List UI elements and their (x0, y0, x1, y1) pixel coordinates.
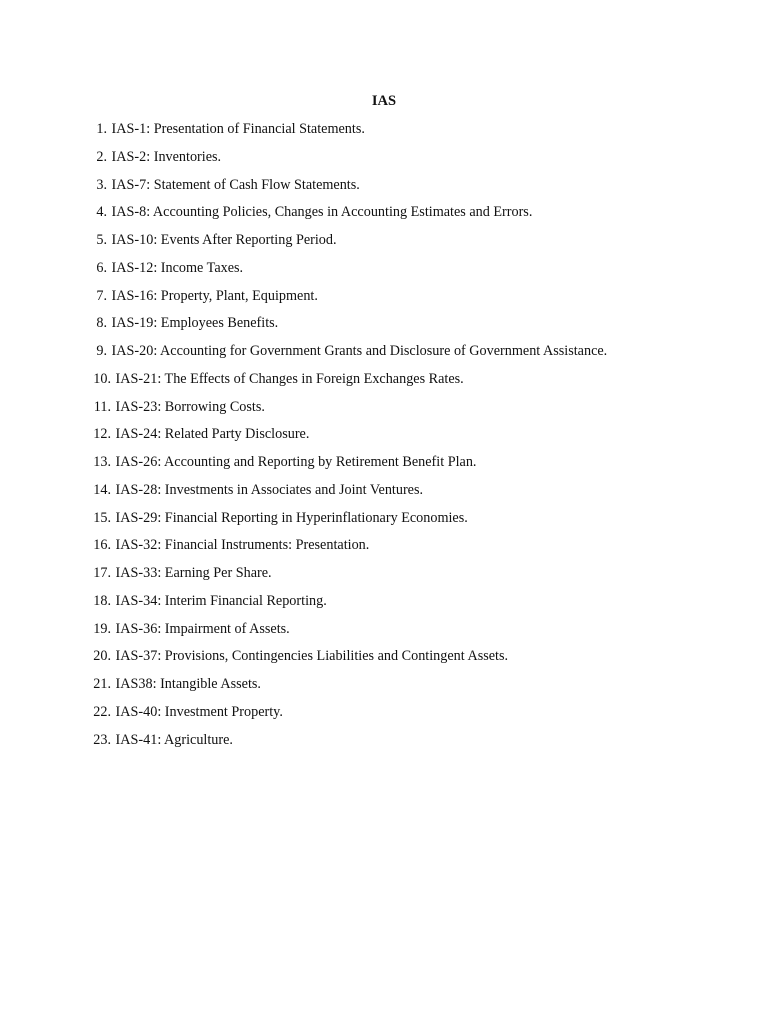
list-item-text: IAS-34: Interim Financial Reporting. (115, 592, 327, 609)
list-item-text: IAS-28: Investments in Associates and Joint Ventures. (115, 481, 424, 498)
list-item-text: IAS-7: Statement of Cash Flow Statements. (111, 176, 360, 193)
list-item-text: IAS-23: Borrowing Costs. (115, 398, 265, 415)
list-item-text: IAS-8: Accounting Policies, Changes in Accounting Estimates and Errors. (111, 204, 533, 221)
list-item (86, 285, 607, 313)
list-item-number: 15. (93, 509, 111, 526)
list-item (86, 645, 607, 673)
list-item-text: IAS-41: Agriculture. (115, 731, 233, 748)
list-item-text: IAS-36: Impairment of Assets. (115, 620, 290, 637)
list-item-number: 4. (96, 204, 107, 221)
list-item (86, 562, 607, 590)
list-item (86, 368, 607, 396)
list-item-number: 9. (96, 343, 107, 359)
list-item-number: 12. (93, 426, 111, 443)
list-item (86, 534, 607, 562)
list-item (86, 229, 607, 257)
list-item-number: 23. (93, 731, 111, 748)
list-item (86, 340, 607, 368)
list-item-number: 6. (96, 259, 107, 276)
list-item-text: IAS-32: Financial Instruments: Presentation. (115, 537, 370, 554)
list-item (86, 479, 607, 507)
list-item (86, 729, 607, 757)
list-item-number: 14. (93, 481, 111, 498)
list-item-text: IAS-12: Income Taxes. (111, 259, 244, 276)
list-item (86, 174, 607, 202)
list-item-text: IAS-40: Investment Property. (115, 703, 283, 720)
list-item-text: IAS-10: Events After Reporting Period. (111, 232, 337, 248)
list-item (86, 257, 607, 285)
list-item-number: 7. (96, 287, 107, 304)
list-item (86, 590, 607, 618)
list-item (86, 201, 607, 229)
list-item-text: IAS-19: Employees Benefits. (111, 315, 279, 332)
list-item-number: 5. (96, 232, 107, 248)
list-item-text: IAS-16: Property, Plant, Equipment. (111, 287, 318, 304)
list-item-number: 17. (93, 565, 111, 581)
list-item-number: 1. (96, 121, 107, 137)
list-item-number: 18. (93, 592, 111, 609)
list-item-number: 20. (93, 648, 111, 665)
page-title: IAS (371, 93, 397, 109)
list-item-number: 2. (96, 148, 107, 165)
list-item-number: 8. (96, 315, 107, 332)
list-item (86, 396, 607, 424)
list-item-number: 16. (93, 537, 111, 554)
list-item-text: IAS-2: Inventories. (111, 148, 222, 165)
list-item (86, 507, 607, 535)
list-item-number: 3. (96, 176, 107, 193)
list-item (86, 451, 607, 479)
list-item-number: 22. (93, 703, 111, 720)
list-item-text: IAS-37: Provisions, Contingencies Liabilities and Contingent Assets. (115, 648, 509, 665)
list-item (86, 618, 607, 646)
list-item-number: 13. (93, 454, 111, 470)
list-item (86, 312, 607, 340)
list-item-number: 10. (93, 370, 111, 387)
list-item-text: IAS-24: Related Party Disclosure. (115, 426, 310, 443)
list-item-text: IAS-33: Earning Per Share. (115, 565, 272, 581)
list-item-number: 19. (93, 620, 111, 637)
list-item-text: IAS38: Intangible Assets. (115, 676, 261, 692)
list-item-text: IAS-21: The Effects of Changes in Foreign Exchanges Rates. (115, 370, 464, 387)
list-item-number: 21. (93, 676, 111, 692)
list-item-number: 11. (93, 398, 111, 415)
list-item (86, 423, 607, 451)
list-item-text: IAS-1: Presentation of Financial Statements. (111, 121, 365, 137)
standards-list (86, 118, 607, 756)
list-item (86, 673, 607, 701)
list-item (86, 146, 607, 174)
list-item-text: IAS-26: Accounting and Reporting by Retirement Benefit Plan. (115, 454, 477, 470)
list-item (86, 701, 607, 729)
list-item-text: IAS-29: Financial Reporting in Hyperinflationary Economies. (115, 509, 468, 526)
list-item (86, 118, 607, 146)
list-item-text: IAS-20: Accounting for Government Grants and Disclosure of Government Assistance. (111, 343, 608, 359)
